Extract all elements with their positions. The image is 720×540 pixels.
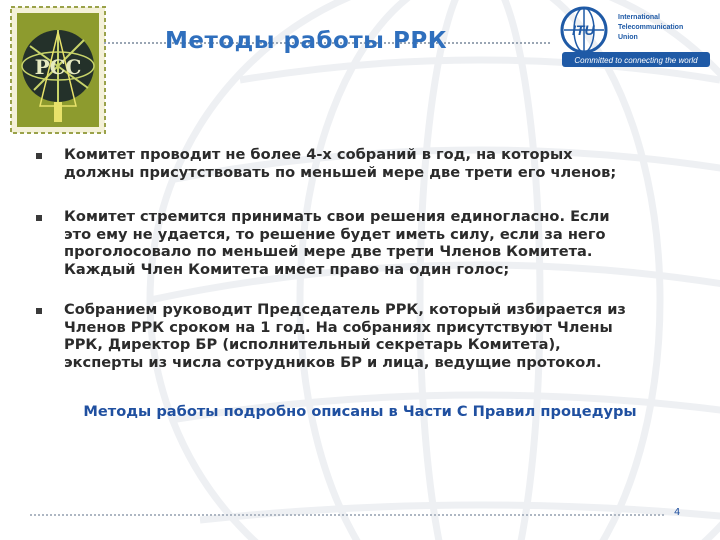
square-bullet-icon xyxy=(36,308,42,314)
bullet-line: Членов РРК сроком на 1 год. На собраниях присутствуют Члены xyxy=(64,318,613,336)
rcc-logo xyxy=(10,6,106,134)
itu-logo xyxy=(560,4,712,70)
footnote: Методы работы подробно описаны в Части С Правил процедуры xyxy=(83,403,637,420)
bullet-line: РРК, Директор БР (исполнительный секретарь Комитета), xyxy=(64,336,561,353)
bullet-item xyxy=(36,146,682,181)
itu-tagline: Committed to connecting the world xyxy=(574,56,698,65)
page-number: 4 xyxy=(674,507,681,518)
bullet-line: это ему не удается, то решение будет иметь силу, если за него xyxy=(64,225,606,243)
page-title: Методы работы РРК xyxy=(165,28,447,54)
square-bullet-icon xyxy=(36,215,42,221)
footer-divider xyxy=(30,514,664,516)
bullet-line: должны присутствовать по меньшей мере две трети его членов; xyxy=(64,163,617,181)
bullet-line: Каждый Член Комитета имеет право на один голос; xyxy=(64,260,510,278)
rcc-logo-text: РСС xyxy=(34,55,82,79)
bullet-line: Комитет проводит не более 4-х собраний в год, на которых xyxy=(64,146,573,163)
bullet-line: Комитет стремится принимать свои решения единогласно. Если xyxy=(64,208,610,225)
itu-name-line-1: International xyxy=(618,14,661,21)
itu-mark: ITU xyxy=(572,22,595,38)
bullet-line: эксперты из числа сотрудников БР и лица, ведущие протокол. xyxy=(64,353,602,371)
bullet-line: проголосовало по меньшей мере две трети Членов Комитета. xyxy=(64,243,593,260)
itu-name-line-3: Union xyxy=(618,34,638,41)
itu-name-line-2: Telecommunication xyxy=(618,24,684,31)
bullet-item xyxy=(36,208,682,278)
bullet-line: Собранием руководит Председатель РРК, который избирается из xyxy=(64,301,626,318)
bullet-item xyxy=(36,301,682,371)
bullet-list xyxy=(36,146,682,390)
square-bullet-icon xyxy=(36,153,42,159)
